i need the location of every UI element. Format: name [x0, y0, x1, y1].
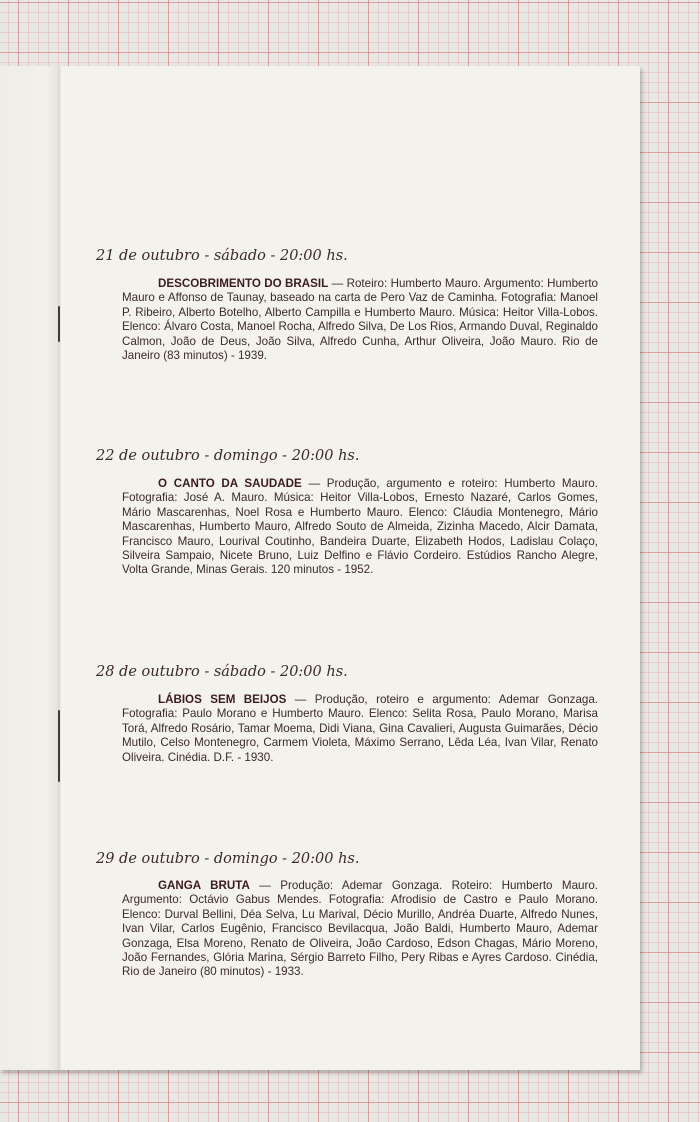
film-title-2: O CANTO DA SAUDADE [158, 477, 302, 490]
film-credits-1: — Roteiro: Humberto Mauro. Argumento: Humberto Mauro e Affonso de Taunay, baseado na carta de Pero Vaz de Caminha. Fotografia: Manoel P. Ribeiro, Alberto Botelho, Alberto Campilla e Humberto Mauro. Música: Heitor Villa-Lobos. Elenco: Álvaro Costa, Manoel Rocha, Alfredo Silva, De Los Rios, Armando Duval, Reginaldo Calmon, João de Deus, João Silva, Alfredo Cunha, Arthur Oliveira, João Mauro. Rio de Janeiro (83 minutos) - 1939. [122, 277, 598, 363]
session-date-3: 28 de outubro - sábado - 20:00 hs. [96, 664, 348, 680]
film-entry-1 [122, 277, 598, 363]
booklet [0, 66, 640, 1070]
staple-bottom [58, 710, 60, 782]
film-entry-3 [122, 693, 598, 765]
film-title-1: DESCOBRIMENTO DO BRASIL [158, 277, 329, 290]
film-credits-3: — Produção, roteiro e argumento: Ademar Gonzaga. Fotografia: Paulo Morano e Humberto Mauro. Elenco: Selita Rosa, Paulo Morano, Marisa Torá, Alfredo Rosário, Tamar Moema, Didi Viana, Gina Cavalieri, Augusta Guimarães, Décio Mutilo, Celso Montenegro, Carmem Violeta, Máximo Serrano, Lêda Léa, Ivan Vilar, Renato Oliveira. Cinédia. D.F. - 1930. [122, 693, 599, 764]
film-title-3: LÁBIOS SEM BEIJOS [158, 693, 287, 706]
spine-fold [58, 66, 61, 1070]
film-credits-2: — Produção, argumento e roteiro: Humberto Mauro. Fotografia: José A. Mauro. Música: Heitor Villa-Lobos, Ernesto Nazaré, Carlos Gomes, Mário Mascarenhas, Noel Rosa e Humberto Mauro. Elenco: Cláudia Montenegro, Mário Mascarenhas, Humberto Mauro, Alfredo Souto de Almeida, Zizinha Macedo, Alcir Damata, Francisco Mauro, Lourival Coutinho, Bandeira Duarte, Elizabeth Hodos, Ladislau Colaço, Silveira Sampaio, Nicete Bruno, Luiz Delfino e Flávio Cordeiro. Estúdios Rancho Alegre, Volta Grande, Minas Gerais. 120 minutos - 1952. [122, 477, 598, 577]
staple-top [58, 306, 60, 342]
session-date-2: 22 de outubro - domingo - 20:00 hs. [96, 448, 360, 464]
film-title-4: GANGA BRUTA [158, 879, 250, 892]
left-page-edge [0, 66, 58, 1070]
session-date-1: 21 de outubro - sábado - 20:00 hs. [96, 248, 348, 264]
film-entry-4 [122, 879, 598, 980]
film-entry-2 [122, 477, 598, 578]
film-credits-4: — Produção: Ademar Gonzaga. Roteiro: Humberto Mauro. Argumento: Octávio Gabus Mendes. Fotografia: Afrodisio de Castro e Paulo Morano. Elenco: Durval Bellini, Déa Selva, Lu Marival, Décio Murillo, Andréa Duarte, Alfredo Nunes, Ivan Vilar, Carlos Eugênio, Francisco Bevilacqua, João Baldi, Humberto Mauro, Ademar Gonzaga, Elsa Moreno, Renato de Oliveira, João Cardoso, Edson Chagas, Mário Moreno, João Fernandes, Glória Marina, Sérgio Barreto Filho, Pery Ribas e Ayres Cardoso. Cinédia, Rio de Janeiro (80 minutos) - 1933. [122, 879, 599, 979]
session-date-4: 29 de outubro - domingo - 20:00 hs. [96, 851, 360, 867]
